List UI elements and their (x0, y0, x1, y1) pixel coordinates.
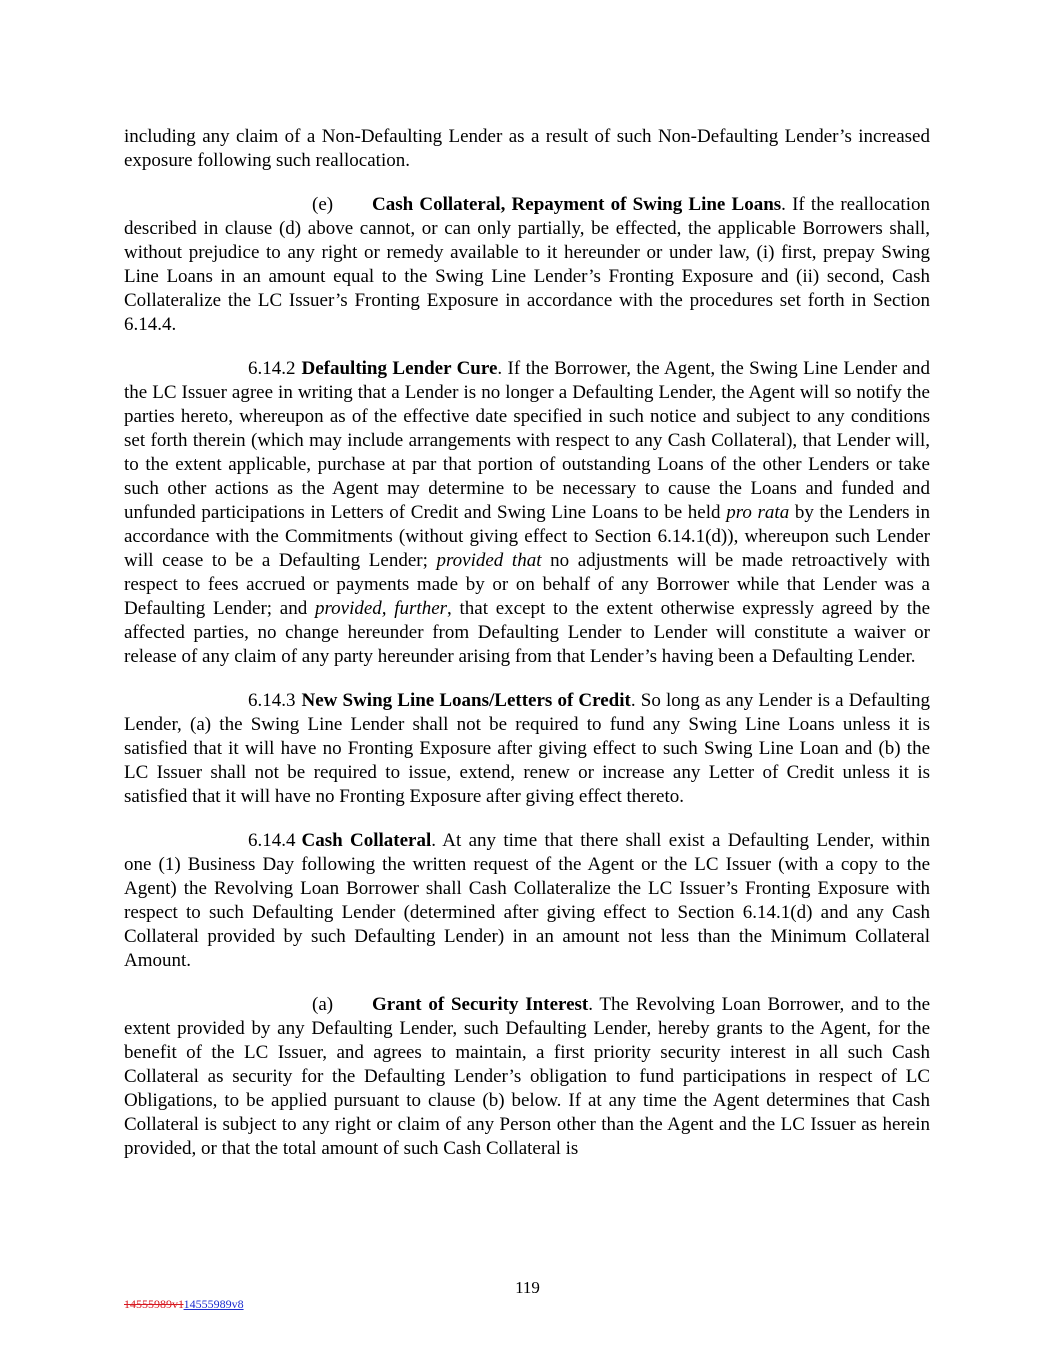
clause-heading: Cash Collateral, Repayment of Swing Line Loans (372, 194, 782, 215)
document-id (124, 1297, 244, 1311)
paragraph-text: . At any time that there shall exist a Defaulting Lender, within one (1) Business Day following the written request of the Agent or the LC Issuer (with a copy to the Agent) the Revolving Loan Borrower shall Cash Collateralize the LC Issuer’s Fronting Exposure with respect to such Defaulting Lender (determined after giving effect to Section 6.14.1(d) and any Cash Collateral provided by such Defaulting Lender) in an amount not less than the Minimum Collateral Amount. (124, 830, 930, 971)
clause-heading: Grant of Security Interest (372, 994, 589, 1015)
paragraph-6-14-1-e (124, 193, 930, 337)
italic-term: pro rata (726, 502, 790, 523)
paragraph-continuation (124, 125, 930, 173)
paragraph-text: . If the Borrower, the Agent, the Swing Line Lender and the LC Issuer agree in writing that a Lender is no longer a Defaulting Lender, the Agent will so notify the parties hereto, whereupon as of the effective date specified in such notice and subject to any conditions set forth therein (which may include arrangements with respect to any Cash Collateral), that Lender will, to the extent applicable, purchase at par that portion of outstanding Loans of the other Lenders or take such other actions as the Agent may determine to be necessary to cause the Loans and funded and unfunded participations in Letters of Credit and Swing Line Loans to be held (124, 358, 931, 523)
italic-term: provided, further (314, 598, 448, 619)
page-number: 119 (515, 1278, 540, 1297)
section-number: 6.14.2 (248, 358, 296, 379)
paragraph-text: . If the reallocation described in clause (d) above cannot, or can only partially, be effected, the applicable Borrowers shall, without prejudice to any right or remedy available to it hereunder or under law, (i) first, prepay Swing Line Loans in an amount equal to the Swing Line Lender’s Fronting Exposure and (ii) second, Cash Collateralize the LC Issuer’s Fronting Exposure in accordance with the procedures set forth in Section 6.14.4. (124, 194, 930, 335)
clause-label: (e) (312, 194, 334, 215)
section-6-14-4 (124, 829, 930, 973)
section-number: 6.14.4 (248, 830, 296, 851)
section-number: 6.14.3 (248, 690, 296, 711)
clause-label: (a) (312, 994, 334, 1015)
paragraph-6-14-4-a (124, 993, 930, 1161)
paragraph-text: , that except to the extent otherwise expressly agreed by the affected parties, no change hereunder from Defaulting Lender to Lender will constitute a waiver or release of any claim of any party hereunder arising from that Lender’s having been a Defaulting Lender. (124, 598, 930, 667)
paragraph-text: including any claim of a Non-Defaulting Lender as a result of such Non-Defaulting Lender’s increased exposure following such reallocation. (124, 126, 930, 171)
body-text (124, 125, 930, 1181)
paragraph-text: . So long as any Lender is a Defaulting Lender, (a) the Swing Line Lender shall not be required to fund any Swing Line Loans unless it is satisfied that it will have no Fronting Exposure after giving effect to such Swing Line Loan and (b) the LC Issuer shall not be required to issue, extend, renew or increase any Letter of Credit unless it is satisfied that it will have no Fronting Exposure after giving effect thereto. (124, 690, 931, 807)
section-6-14-3 (124, 689, 930, 809)
doc-id-inserted: 14555989v8 (183, 1297, 244, 1311)
section-heading: New Swing Line Loans/Letters of Credit (301, 690, 631, 711)
section-heading: Cash Collateral (301, 830, 432, 851)
section-6-14-2 (124, 357, 930, 669)
doc-id-deleted: 14555989v1 (124, 1297, 184, 1311)
section-heading: Defaulting Lender Cure (301, 358, 498, 379)
italic-term: provided that (436, 550, 542, 571)
paragraph-text: by the Lenders in accordance with the Commitments (without giving effect to Section 6.14.1(d)), whereupon such Lender will cease to be a Defaulting Lender; (124, 502, 930, 571)
paragraph-text: no adjustments will be made retroactively with respect to fees accrued or payments made by or on behalf of any Borrower while that Lender was a Defaulting Lender; and (124, 550, 930, 619)
paragraph-text: . The Revolving Loan Borrower, and to the extent provided by any Defaulting Lender, such Defaulting Lender, hereby grants to the Agent, for the benefit of the LC Issuer, and agrees to maintain, a first priority security interest in all such Cash Collateral as security for the Defaulting Lender’s obligation to fund participations in respect of LC Obligations, to be applied pursuant to clause (b) below. If at any time the Agent determines that Cash Collateral is subject to any right or claim of any Person other than the Agent and the LC Issuer as herein provided, or that the total amount of such Cash Collateral is (124, 994, 931, 1159)
